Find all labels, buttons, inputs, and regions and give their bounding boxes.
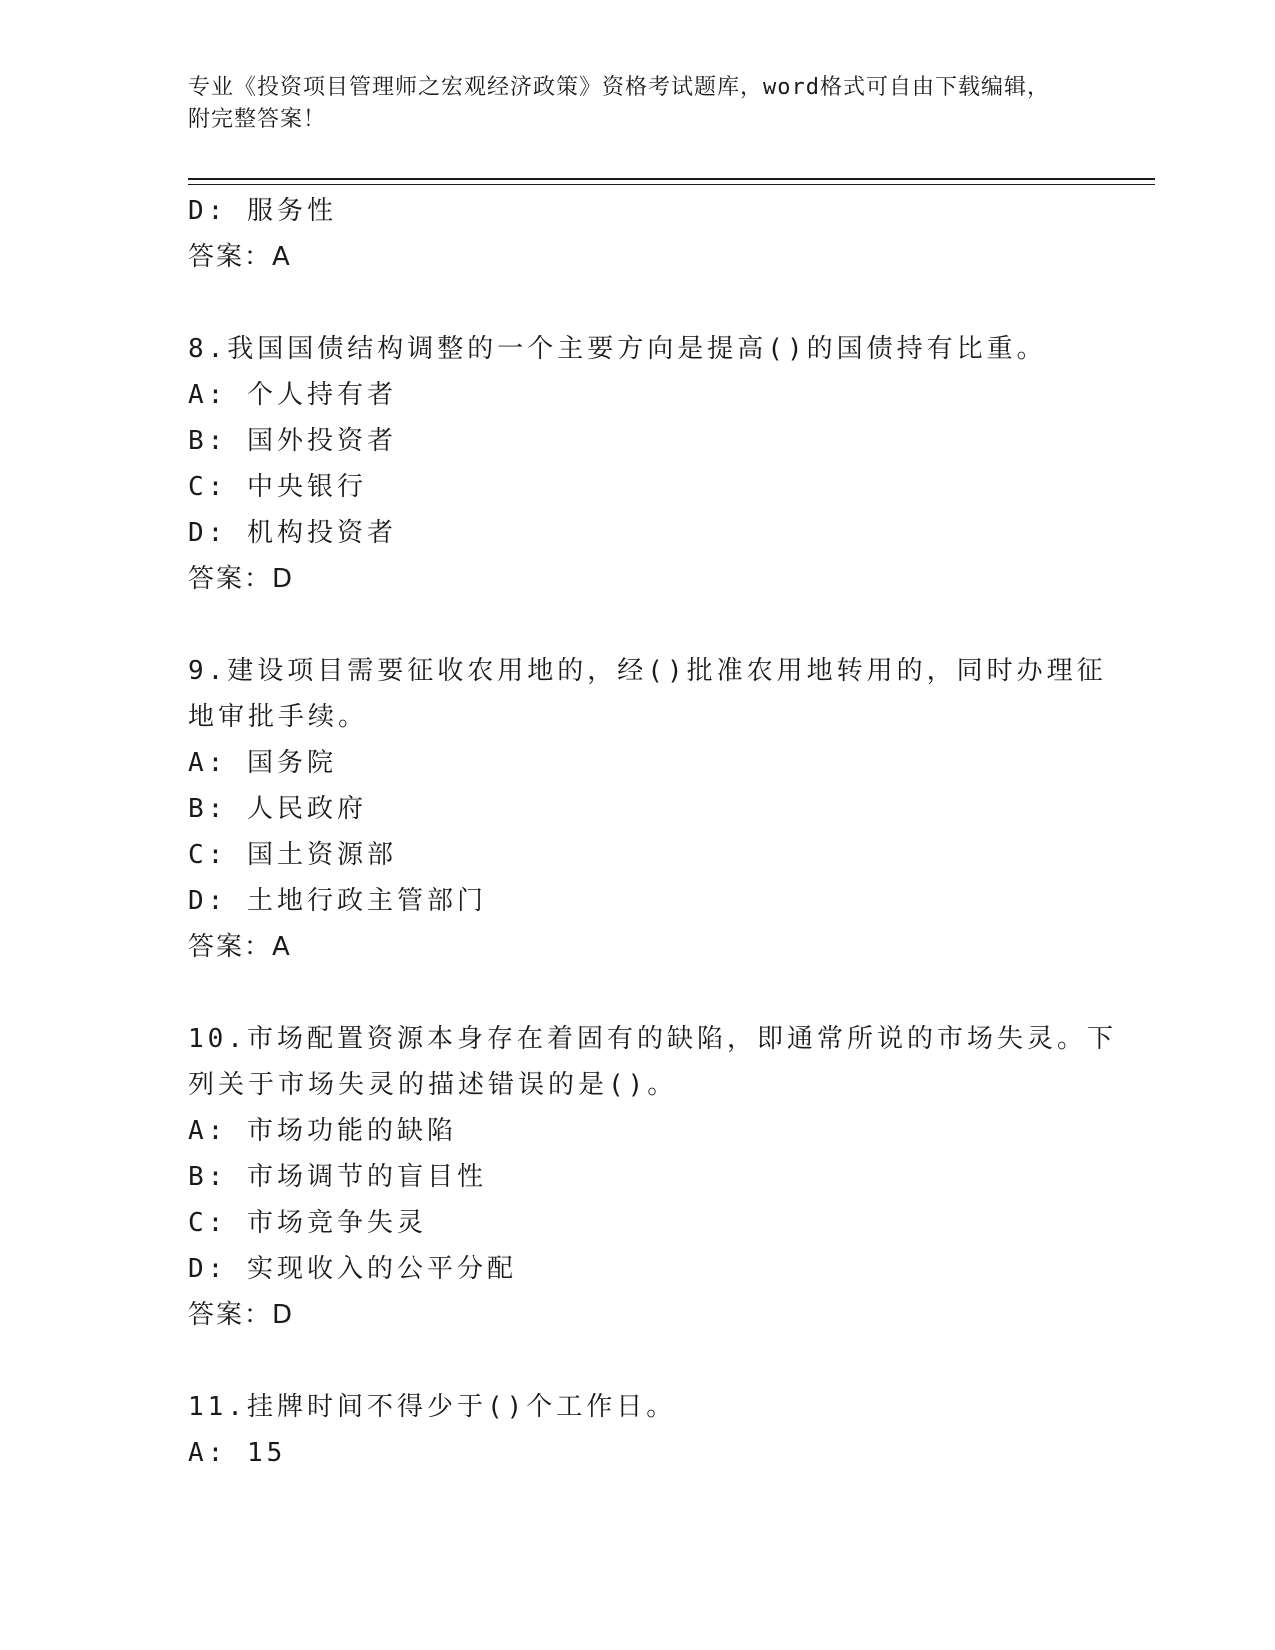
question-stem: 8.我国国债结构调整的一个主要方向是提高()的国债持有比重。 <box>188 334 1047 364</box>
option-b: B: 国外投资者 <box>188 426 397 456</box>
option-a: A: 国务院 <box>188 748 337 778</box>
question-stem-continued: 地审批手续。 <box>188 702 369 732</box>
option-a: A: 市场功能的缺陷 <box>188 1116 457 1146</box>
header-divider-thin <box>188 184 1155 185</box>
option-d: D: 服务性 <box>188 196 337 226</box>
option-d: D: 机构投资者 <box>188 518 397 548</box>
option-b: B: 人民政府 <box>188 794 367 824</box>
option-d: D: 实现收入的公平分配 <box>188 1254 517 1284</box>
spacer <box>188 280 1088 326</box>
header-divider <box>188 178 1155 180</box>
question-list <box>188 188 1117 1476</box>
option-b: B: 市场调节的盲目性 <box>188 1162 487 1192</box>
question-stem: 10.市场配置资源本身存在着固有的缺陷，即通常所说的市场失灵。下 <box>188 1024 1117 1054</box>
option-c: C: 中央银行 <box>188 472 367 502</box>
answer-line: 答案：D <box>188 564 295 594</box>
option-c: C: 市场竞争失灵 <box>188 1208 427 1238</box>
spacer <box>188 602 1088 648</box>
question-stem: 11.挂牌时间不得少于()个工作日。 <box>188 1392 677 1422</box>
answer-line: 答案：A <box>188 932 292 962</box>
spacer <box>188 1338 1088 1384</box>
option-c: C: 国土资源部 <box>188 840 397 870</box>
answer-line: 答案：D <box>188 1300 295 1330</box>
question-stem: 9.建设项目需要征收农用地的，经()批准农用地转用的，同时办理征 <box>188 656 1107 686</box>
spacer <box>188 970 1088 1016</box>
question-stem-continued: 列关于市场失灵的描述错误的是()。 <box>188 1070 678 1100</box>
answer-line: 答案：A <box>188 242 292 272</box>
option-a: A: 15 <box>188 1438 287 1468</box>
option-a: A: 个人持有者 <box>188 380 397 410</box>
document-header: 专业《投资项目管理师之宏观经济政策》资格考试题库，word格式可自由下载编辑，附完整答案！ <box>188 75 1050 132</box>
option-d: D: 土地行政主管部门 <box>188 886 487 916</box>
